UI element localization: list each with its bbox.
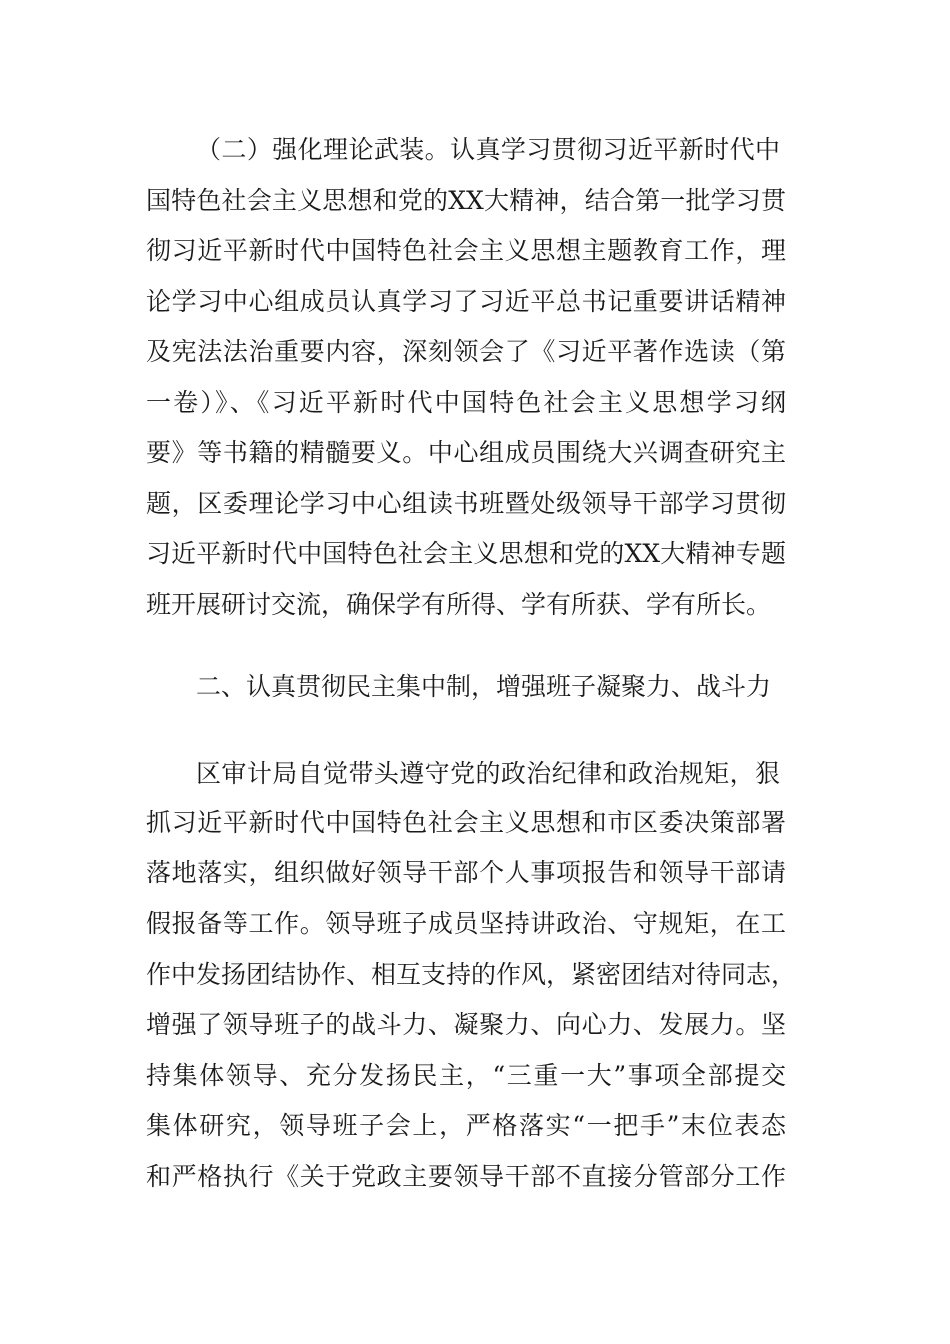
text-line: 论学习中心组成员认真学习了习近平总书记重要讲话精神	[146, 287, 786, 316]
text-line: 增强了领导班子的战斗力、凝聚力、向心力、发展力。坚	[146, 1010, 786, 1039]
text-line: 抓习近平新时代中国特色社会主义思想和市区委决策部署	[146, 808, 786, 837]
text-line: （二）强化理论武装。认真学习贯彻习近平新时代中	[196, 135, 780, 164]
text-line: 一卷）》、《习近平新时代中国特色社会主义思想学习纲	[146, 388, 786, 417]
text-line: 落地落实，组织做好领导干部个人事项报告和领导干部请	[146, 858, 786, 887]
text-line: 彻习近平新时代中国特色社会主义思想主题教育工作，理	[146, 236, 786, 265]
text-line: 班开展研讨交流，确保学有所得、学有所获、学有所长。	[146, 590, 772, 619]
section-heading: 二、认真贯彻民主集中制，增强班子凝聚力、战斗力	[196, 672, 772, 701]
text-line: 作中发扬团结协作、相互支持的作风，紧密团结对待同志，	[146, 960, 797, 989]
text-line: 国特色社会主义思想和党的XX大精神，结合第一批学习贯	[146, 186, 786, 215]
text-line: 区审计局自觉带头遵守党的政治纪律和政治规矩，狠	[196, 759, 780, 788]
text-line: 持集体领导、充分发扬民主，“三重一大”事项全部提交	[146, 1061, 786, 1090]
text-line: 及宪法法治重要内容，深刻领会了《习近平著作选读（第	[146, 337, 786, 366]
text-line: 要》等书籍的精髓要义。中心组成员围绕大兴调查研究主	[146, 438, 786, 467]
text-line: 习近平新时代中国特色社会主义思想和党的XX大精神专题	[146, 539, 786, 568]
text-line: 假报备等工作。领导班子成员坚持讲政治、守规矩，在工	[146, 909, 786, 938]
text-line: 和严格执行《关于党政主要领导干部不直接分管部分工作	[146, 1162, 786, 1191]
text-line: 题，区委理论学习中心组读书班暨处级领导干部学习贯彻	[146, 489, 786, 518]
text-line: 集体研究，领导班子会上，严格落实“一把手”末位表态	[146, 1111, 786, 1140]
